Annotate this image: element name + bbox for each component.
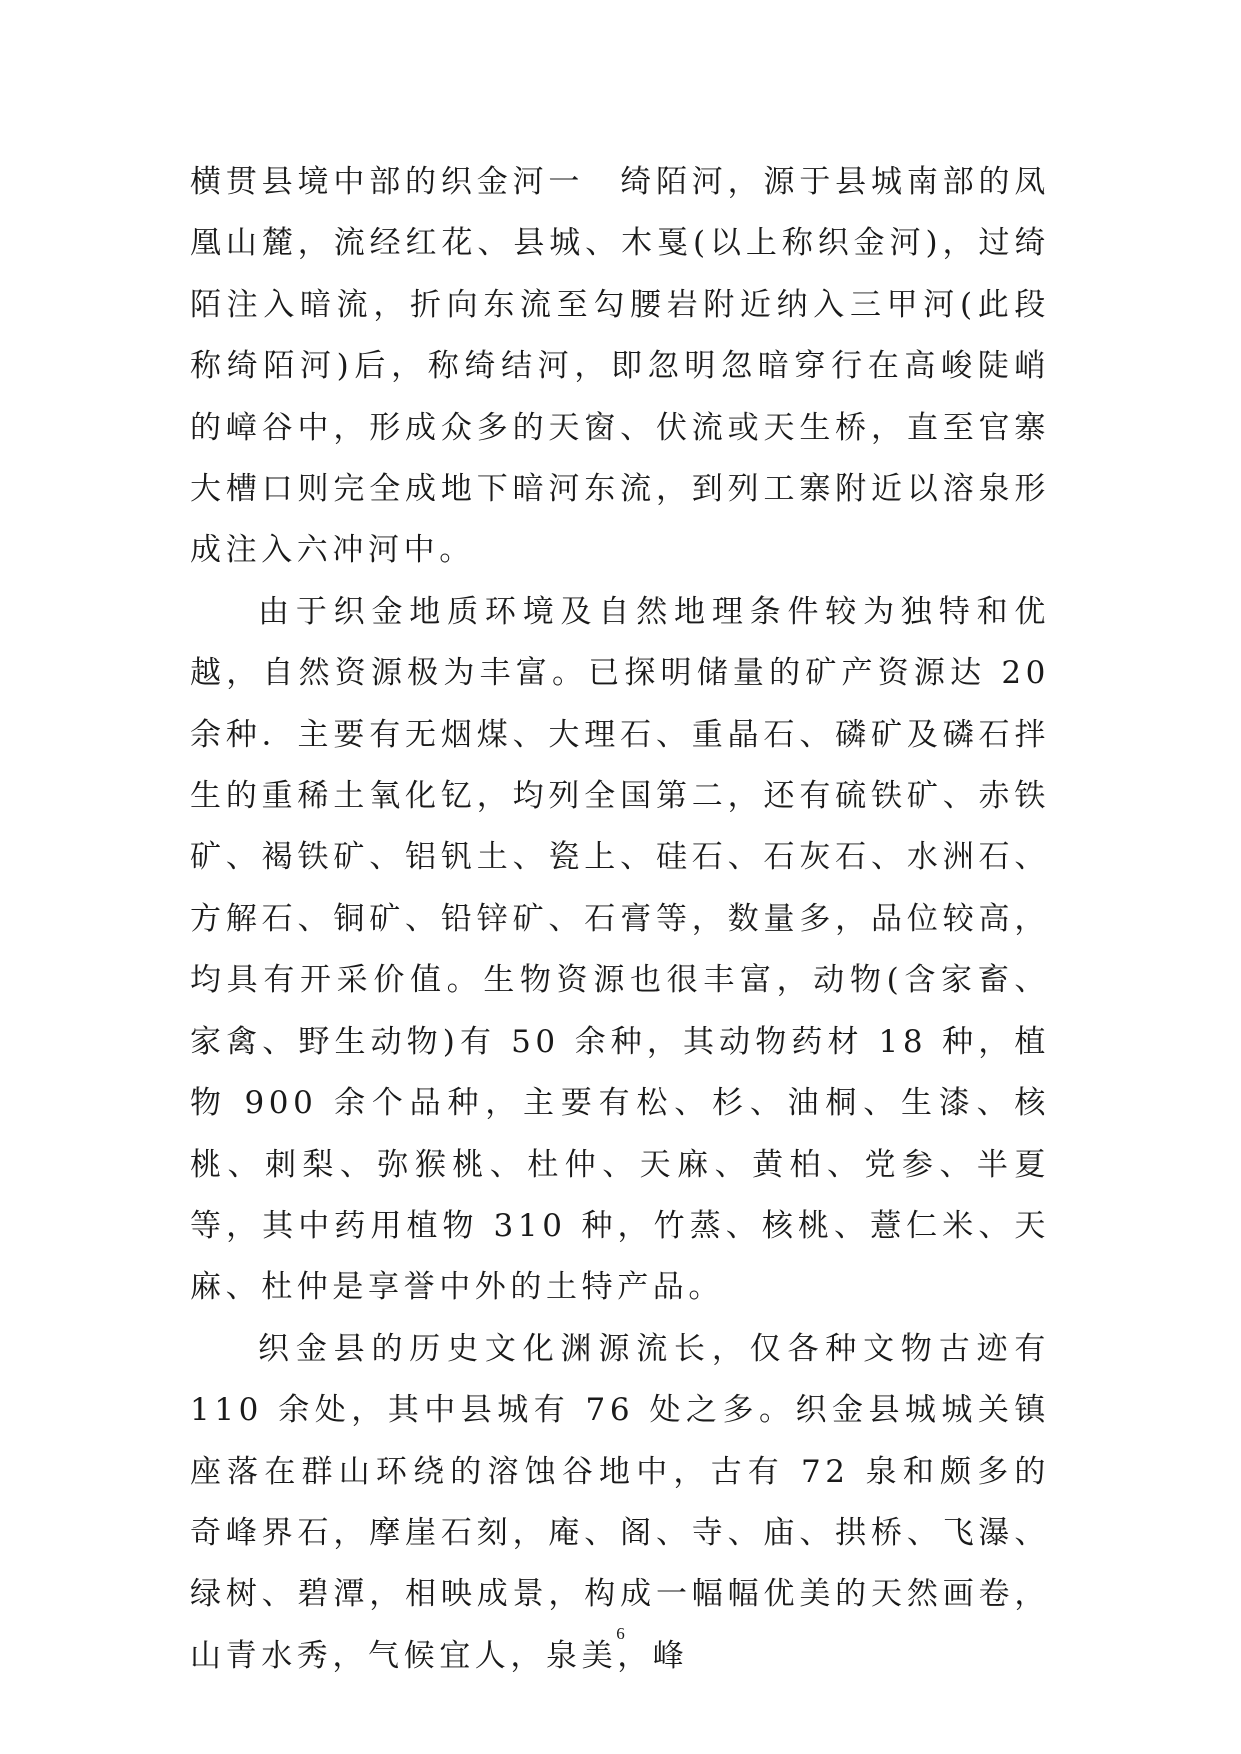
- page-number: 6: [616, 1624, 625, 1643]
- paragraph-history-culture: 织金县的历史文化渊源流长，仅各种文物古迹有 110 余处，其中县城有 76 处之多。织金县城城关镇座落在群山环绕的溶蚀谷地中，古有 72 泉和颇多的奇峰界石，摩崖石刻，庵、阁、寺、庙、拱桥、飞瀑、绿树、碧潭，相映成景，构成一幅幅优美的天然画卷，山青水秀，气候宜人，泉美，峰: [190, 1330, 1050, 1674]
- document-body: [190, 152, 1050, 1687]
- paragraph-river: 横贯县境中部的织金河一 绮陌河，源于县城南部的凤凰山麓，流经红花、县城、木戛(以上称织金河)，过绮陌注入暗流，折向东流至勾腰岩附近纳入三甲河(此段称绮陌河)后，称绮结河，即忽明忽暗穿行在高峻陡峭的嶂谷中，形成众多的天窗、伏流或天生桥，直至官寨大槽口则完全成地下暗河东流，到列工寨附近以溶泉形成注入六冲河中。: [190, 164, 1050, 569]
- paragraph-natural-resources: 由于织金地质环境及自然地理条件较为独特和优越，自然资源极为丰富。已探明储量的矿产资源达 20 余种．主要有无烟煤、大理石、重晶石、磷矿及磷石拌生的重稀土氧化钇，均列全国第二，还有硫铁矿、赤铁矿、褐铁矿、铝钒土、瓷上、硅石、石灰石、水洲石、方解石、铜矿、铅锌矿、石膏等，数量多，品位较高，均具有开采价值。生物资源也很丰富，动物(含家畜、家禽、野生动物)有 50 余种，其动物药材 18 种，植物 900 余个品种，主要有松、杉、油桐、生漆、核桃、刺梨、弥猴桃、杜仲、天麻、黄柏、党参、半夏等，其中药用植物 310 种，竹蒸、核桃、薏仁米、天麻、杜仲是享誉中外的土特产品。: [190, 593, 1050, 1306]
